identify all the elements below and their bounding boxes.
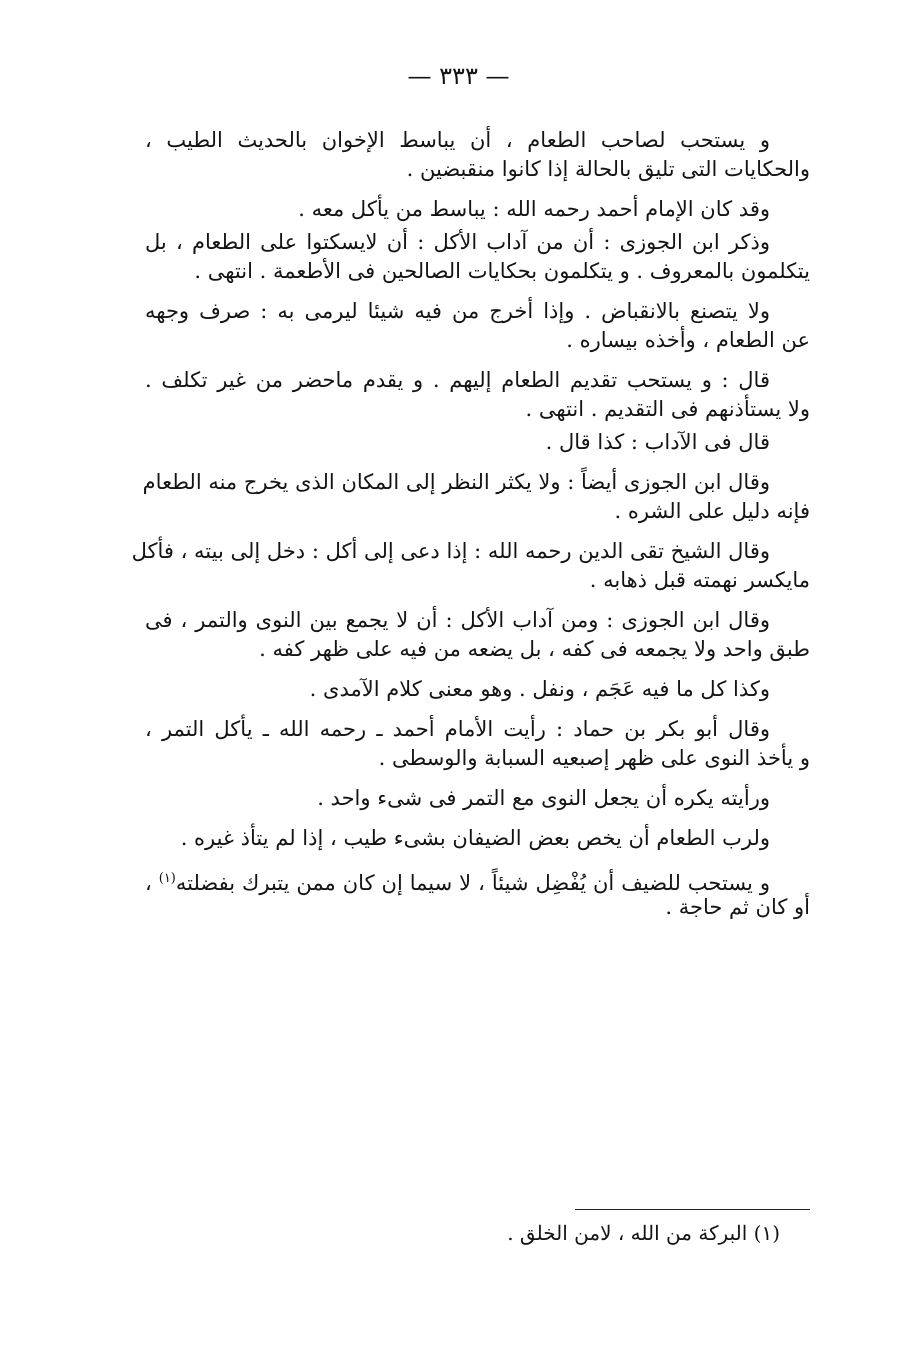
paragraph-line: و يستحب لصاحب الطعام ، أن يباسط الإخوان بالحديث الطيب ، — [145, 128, 770, 152]
paragraph-line: ولا يتصنع بالانقباض . وإذا أخرج من فيه شيئا ليرمى به : صرف وجهه — [145, 299, 770, 323]
paragraph-text: ، — [145, 871, 159, 895]
paragraph-line: قال : و يستحب تقديم الطعام إليهم . و يقدم ماحضر من غير تكلف . — [145, 368, 770, 392]
footnote: (١) البركة من الله ، لامن الخلق . — [507, 1221, 780, 1245]
body-text — [131, 126, 810, 922]
paragraph-line: ولرب الطعام أن يخص بعض الضيفان بشىء طيب ، إذا لم يتأذ غيره . — [180, 826, 770, 850]
paragraph-line: ورأيته يكره أن يجعل النوى مع التمر فى شىء واحد . — [317, 786, 770, 810]
paragraph-line: عن الطعام ، وأخذه بيساره . — [566, 328, 810, 352]
paragraph-line: وقال ابن الجوزى : ومن آداب الأكل : أن لا يجمع بين النوى والتمر ، فى — [145, 608, 770, 632]
footnote-reference[interactable]: (١) — [158, 871, 176, 886]
paragraph-line: قال فى الآداب : كذا قال . — [545, 430, 770, 454]
paragraph-line: وذكر ابن الجوزى : أن من آداب الأكل : أن لايسكتوا على الطعام ، بل — [145, 230, 770, 254]
page-number: — ٣٣٣ — — [407, 62, 510, 90]
paragraph-line: وقال الشيخ تقى الدين رحمه الله : إذا دعى إلى أكل : دخل إلى بيته ، فأكل — [131, 539, 770, 563]
paragraph-line: ولا يستأذنهم فى التقديم . انتهى . — [525, 397, 810, 421]
paragraph-line: والحكايات التى تليق بالحالة إذا كانوا منقبضين . — [406, 157, 810, 181]
paragraph-line: فإنه دليل على الشره . — [614, 499, 810, 523]
paragraph-line: وكذا كل ما فيه عَجَم ، ونفل . وهو معنى كلام الآمدى . — [309, 677, 770, 701]
paragraph-line: وقد كان الإمام أحمد رحمه الله : يباسط من يأكل معه . — [298, 197, 770, 221]
paragraph-line — [145, 864, 810, 893]
paragraph-line: يتكلمون بالمعروف . و يتكلمون بحكايات الصالحين فى الأطعمة . انتهى . — [194, 259, 810, 283]
paragraph-line: طبق واحد ولا يجمعه فى كفه ، بل يضعه من فيه على ظهر كفه . — [259, 637, 810, 661]
paragraph-line: و يأخذ النوى على ظهر إصبعيه السبابة والوسطى . — [378, 746, 810, 770]
paragraph-line: أو كان ثم حاجة . — [665, 895, 810, 919]
paragraph-line: وقال أبو بكر بن حماد : رأيت الأمام أحمد ـ رحمه الله ـ يأكل التمر ، — [145, 717, 770, 741]
footnote-divider — [575, 1209, 810, 1210]
paragraph-line: مايكسر نهمته قبل ذهابه . — [589, 568, 810, 592]
paragraph-text: و يستحب للضيف أن يُفْضِل شيئاً ، لا سيما إن كان ممن يتبرك بفضلته — [175, 871, 770, 895]
paragraph-line: وقال ابن الجوزى أيضاً : ولا يكثر النظر إلى المكان الذى يخرج منه الطعام — [142, 470, 770, 494]
